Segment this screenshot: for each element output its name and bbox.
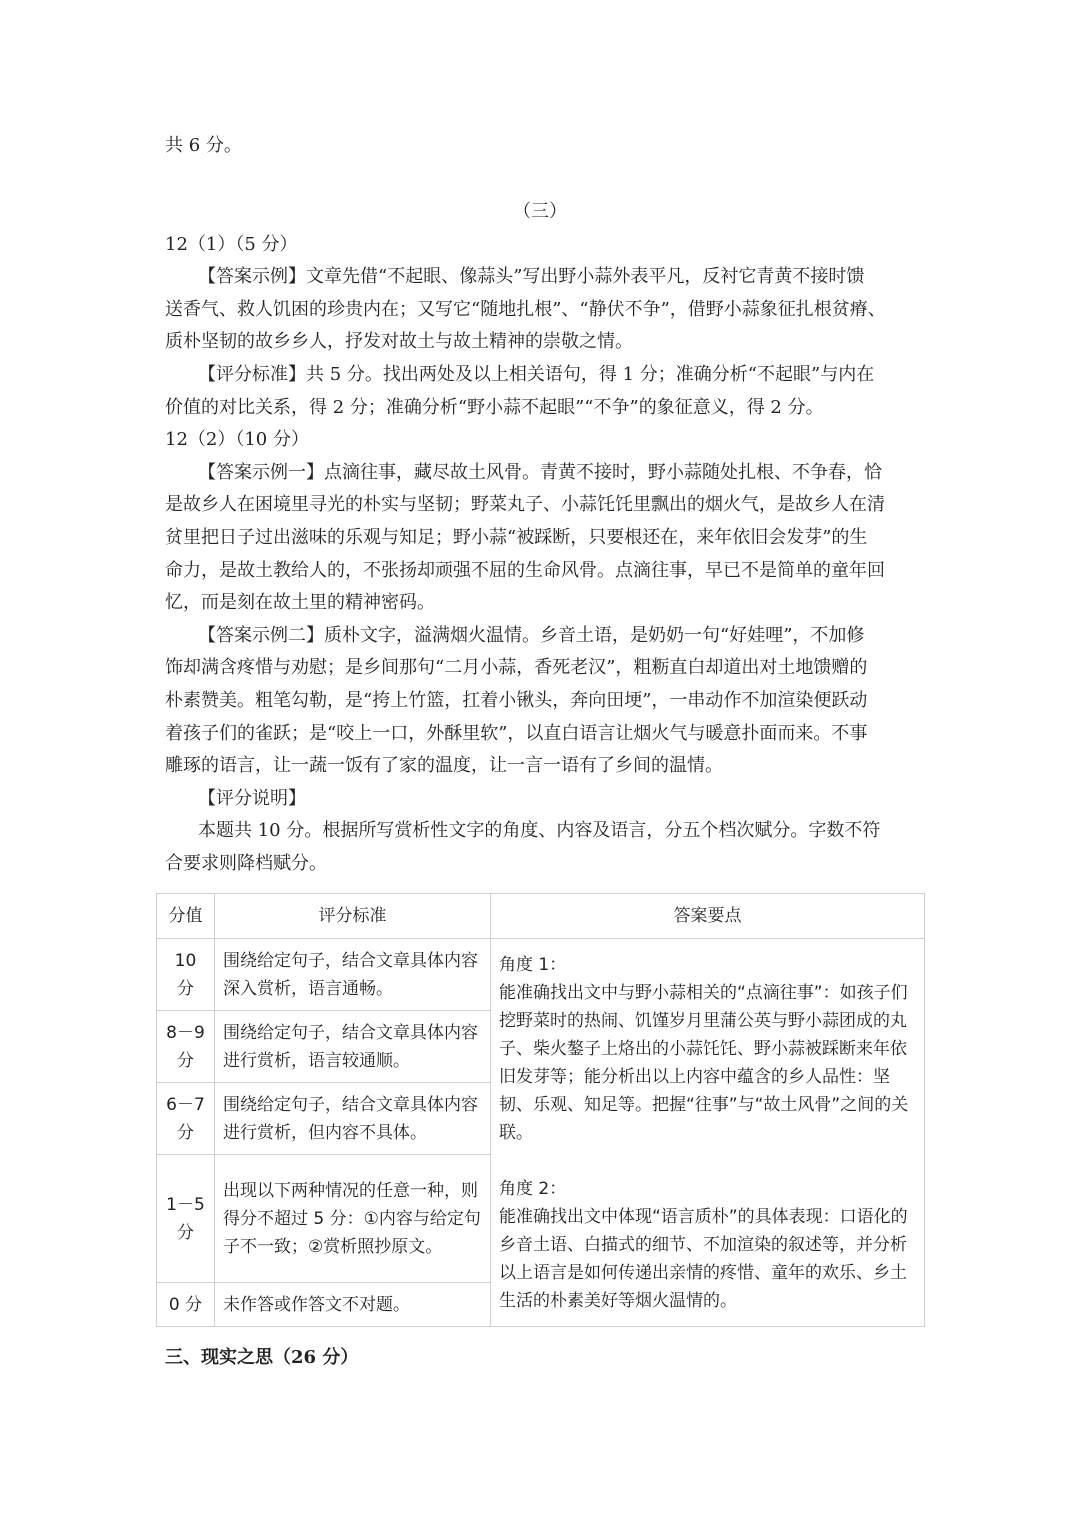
paragraph-line: 着孩子们的雀跃；是“咬上一口，外酥里软”，以直白语言让烟火气与暖意扑面而来。不事 <box>165 723 868 744</box>
paragraph-line: 质朴坚韧的故乡乡人，抒发对故土与故土精神的崇敬之情。 <box>165 331 633 352</box>
paragraph-line: 忆，而是刻在故土里的精神密码。 <box>165 592 435 613</box>
next-section-heading: 三、现实之思（26 分） <box>165 1347 359 1368</box>
grading-table <box>156 893 925 1327</box>
score-cell: 8－9 分 <box>157 1011 215 1083</box>
answer-points-cell <box>491 939 925 1327</box>
paragraph-line: 是故乡人在困境里寻光的朴实与坚韧；野菜丸子、小蒜饦饦里飘出的烟火气，是故乡人在清 <box>165 494 885 515</box>
score-cell: 1－5 分 <box>157 1155 215 1283</box>
paragraph-line: 饰却满含疼惜与劝慰；是乡间那句“二月小蒜，香死老汉”，粗粝直白却道出对土地馈赠的 <box>165 657 868 678</box>
paragraph-line: 【答案示例】文章先借“不起眼、像蒜头”写出野小蒜外表平凡，反衬它青黄不接时馈 <box>198 266 865 287</box>
angle2-title: 角度 2： <box>499 1178 567 1199</box>
table-header-row <box>157 894 925 939</box>
header-points: 答案要点 <box>491 894 925 939</box>
score-cell: 6－7 分 <box>157 1083 215 1155</box>
angle1-title: 角度 1： <box>499 954 567 975</box>
question-label: 12（1）（5 分） <box>165 234 298 255</box>
paragraph-line: 本题共 10 分。根据所写赏析性文字的角度、内容及语言，分五个档次赋分。字数不符 <box>198 820 881 841</box>
paragraph-line: 【答案示例二】质朴文字，溢满烟火温情。乡音土语，是奶奶一句“好娃哩”，不加修 <box>198 625 865 646</box>
angle1-text: 能准确找出文中与野小蒜相关的“点滴往事”：如孩子们挖野菜时的热闹、饥馑岁月里蒲公英与野小蒜团成的丸子、柴火鏊子上烙出的小蒜饦饦、野小蒜被踩断来年依旧发芽等；能分析出以上内容中蕴含的乡人品性：坚韧、乐观、知足等。把握“往事”与“故土风骨”之间的关联。 <box>499 982 909 1143</box>
criteria-cell: 围绕给定句子，结合文章具体内容进行赏析，语言较通顺。 <box>215 1011 491 1083</box>
criteria-cell: 出现以下两种情况的任意一种，则得分不超过 5 分：①内容与给定句子不一致；②赏析照抄原文。 <box>215 1155 491 1283</box>
paragraph-line: 命力，是故土教给人的，不张扬却顽强不屈的生命风骨。点滴往事，早已不是简单的童年回 <box>165 560 885 581</box>
table-row <box>157 939 925 1011</box>
paragraph-line: 【答案示例一】点滴往事，藏尽故土风骨。青黄不接时，野小蒜随处扎根、不争春，恰 <box>198 462 882 483</box>
criteria-cell: 未作答或作答文不对题。 <box>215 1283 491 1327</box>
angle2-text: 能准确找出文中体现“语言质朴”的具体表现：口语化的乡音土语、白描式的细节、不加渲染的叙述等，并分析以上语言是如何传递出亲情的疼惜、童年的欢乐、乡土生活的朴素美好等烟火温情的。 <box>499 1206 908 1311</box>
paragraph-line: 合要求则降档赋分。 <box>165 853 327 874</box>
score-cell: 0 分 <box>157 1283 215 1327</box>
paragraph-line: 贫里把日子过出滋味的乐观与知足；野小蒜“被踩断，只要根还在，来年依旧会发芽”的生 <box>165 527 868 548</box>
spacer <box>499 1147 916 1175</box>
section-end-note: 共 6 分。 <box>165 135 242 156</box>
criteria-cell: 围绕给定句子，结合文章具体内容进行赏析，但内容不具体。 <box>215 1083 491 1155</box>
paragraph-line: 价值的对比关系，得 2 分；准确分析“野小蒜不起眼”“不争”的象征意义，得 2 分。 <box>165 397 824 418</box>
criteria-cell: 围绕给定句子，结合文章具体内容深入赏析，语言通畅。 <box>215 939 491 1011</box>
paragraph-line: 送香气、救人饥困的珍贵内在；又写它“随地扎根”、“静伏不争”，借野小蒜象征扎根贫瘠、 <box>165 299 886 320</box>
header-criteria: 评分标准 <box>215 894 491 939</box>
score-cell: 10 分 <box>157 939 215 1011</box>
paragraph-line: 雕琢的语言，让一蔬一饭有了家的温度，让一言一语有了乡间的温情。 <box>165 755 723 776</box>
scoring-note-heading: 【评分说明】 <box>198 788 306 809</box>
paragraph-line: 朴素赞美。粗笔勾勒，是“挎上竹篮，扛着小锹头，奔向田埂”，一串动作不加渲染便跃动 <box>165 690 868 711</box>
header-score: 分值 <box>157 894 215 939</box>
paragraph-line: 【评分标准】共 5 分。找出两处及以上相关语句，得 1 分；准确分析“不起眼”与内在 <box>198 364 875 385</box>
section-heading: （三） <box>513 201 567 222</box>
question-label: 12（2）（10 分） <box>165 429 309 450</box>
